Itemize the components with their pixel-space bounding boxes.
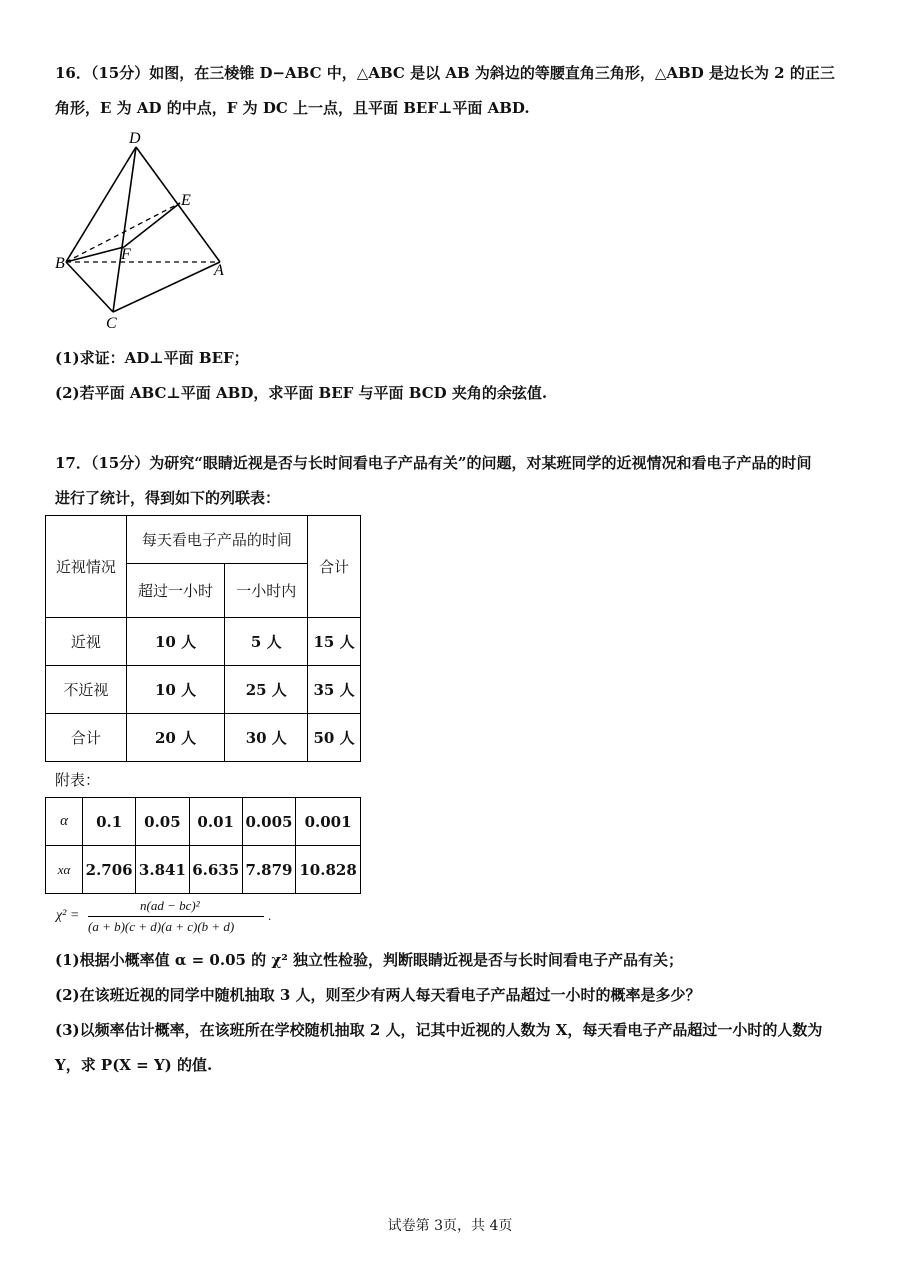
cell: 35 人 — [308, 666, 361, 714]
cell: 25 人 — [225, 666, 308, 714]
formula-numerator: n(ad − bc)² — [140, 898, 200, 913]
group-header: 每天看电子产品的时间 — [126, 516, 307, 564]
q17-stem-line2: 进行了统计，得到如下的列联表： — [55, 489, 281, 507]
formula-lhs: χ² = — [56, 908, 80, 923]
label-A: A — [214, 262, 224, 279]
q16-part2: (2)若平面 ABC⊥平面 ABD，求平面 BEF 与平面 BCD 夹角的余弦值. — [55, 384, 548, 402]
q16-stem-line2: 角形，E 为 AD 的中点，F 为 DC 上一点，且平面 BEF⊥平面 ABD. — [55, 99, 530, 117]
critical-value: 10.828 — [296, 846, 361, 894]
q17-part3-line2: Y，求 P(X = Y) 的值. — [55, 1056, 213, 1074]
critical-value-table — [45, 797, 361, 894]
alpha-label: α — [46, 798, 83, 846]
edge-AC — [113, 262, 220, 312]
label-F: F — [121, 246, 131, 263]
critical-value: 2.706 — [83, 846, 136, 894]
alpha-value: 0.1 — [83, 798, 136, 846]
q17-part1: (1)根据小概率值 α = 0.05 的 χ² 独立性检验，判断眼睛近视是否与长时间看电子产品有关； — [55, 951, 684, 969]
critical-value: 7.879 — [242, 846, 295, 894]
appendix-label: 附表： — [55, 771, 101, 789]
cell: 50 人 — [308, 714, 361, 762]
alpha-value: 0.001 — [296, 798, 361, 846]
x-alpha-label: xα — [46, 846, 83, 894]
total-header: 合计 — [308, 516, 361, 618]
tetrahedron-figure — [50, 125, 250, 335]
critical-value: 3.841 — [136, 846, 189, 894]
q17-part2: (2)在该班近视的同学中随机抽取 3 人，则至少有两人每天看电子产品超过一小时的概率是多少？ — [55, 986, 701, 1004]
table-row — [46, 666, 361, 714]
col-within-one-hour: 一小时内 — [225, 564, 308, 618]
cell: 30 人 — [225, 714, 308, 762]
edge-BF — [66, 247, 124, 262]
cell: 10 人 — [126, 666, 225, 714]
q16-part1: (1)求证：AD⊥平面 BEF； — [55, 349, 249, 367]
fraction-bar — [88, 916, 264, 917]
alpha-value: 0.05 — [136, 798, 189, 846]
cell-label: 不近视 — [46, 666, 127, 714]
cell-label: 近视 — [46, 618, 127, 666]
critical-value: 6.635 — [189, 846, 242, 894]
alpha-value: 0.01 — [189, 798, 242, 846]
row-header: 近视情况 — [46, 516, 127, 618]
alpha-value: 0.005 — [242, 798, 295, 846]
col-over-one-hour: 超过一小时 — [126, 564, 225, 618]
label-B: B — [55, 255, 65, 272]
q16-stem-line1: 16．（15分）如图，在三棱锥 D−ABC 中，△ABC 是以 AB 为斜边的等腰直角三角形，△ABD 是边长为 2 的正三 — [55, 64, 835, 82]
label-E: E — [181, 192, 191, 209]
cell: 5 人 — [225, 618, 308, 666]
cell: 20 人 — [126, 714, 225, 762]
contingency-table — [45, 515, 361, 762]
edge-FE — [124, 203, 180, 247]
cell-label: 合计 — [46, 714, 127, 762]
cell: 15 人 — [308, 618, 361, 666]
table-row — [46, 714, 361, 762]
edge-DC — [113, 147, 136, 312]
formula-end: . — [268, 908, 272, 923]
table-row — [46, 618, 361, 666]
cell: 10 人 — [126, 618, 225, 666]
q17-part3-line1: (3)以频率估计概率，在该班所在学校随机抽取 2 人，记其中近视的人数为 X，每天看电子产品超过一小时的人数为 — [55, 1021, 823, 1039]
page-footer: 试卷第 3页，共 4页 — [387, 1218, 513, 1234]
label-D: D — [129, 130, 141, 147]
label-C: C — [106, 315, 117, 332]
formula-denominator: (a + b)(c + d)(a + c)(b + d) — [88, 919, 235, 934]
edge-BC — [66, 262, 113, 312]
q17-stem-line1: 17．（15分）为研究“眼睛近视是否与长时间看电子产品有关”的问题，对某班同学的近视情况和看电子产品的时间 — [55, 454, 812, 472]
edge-DB — [66, 147, 136, 262]
